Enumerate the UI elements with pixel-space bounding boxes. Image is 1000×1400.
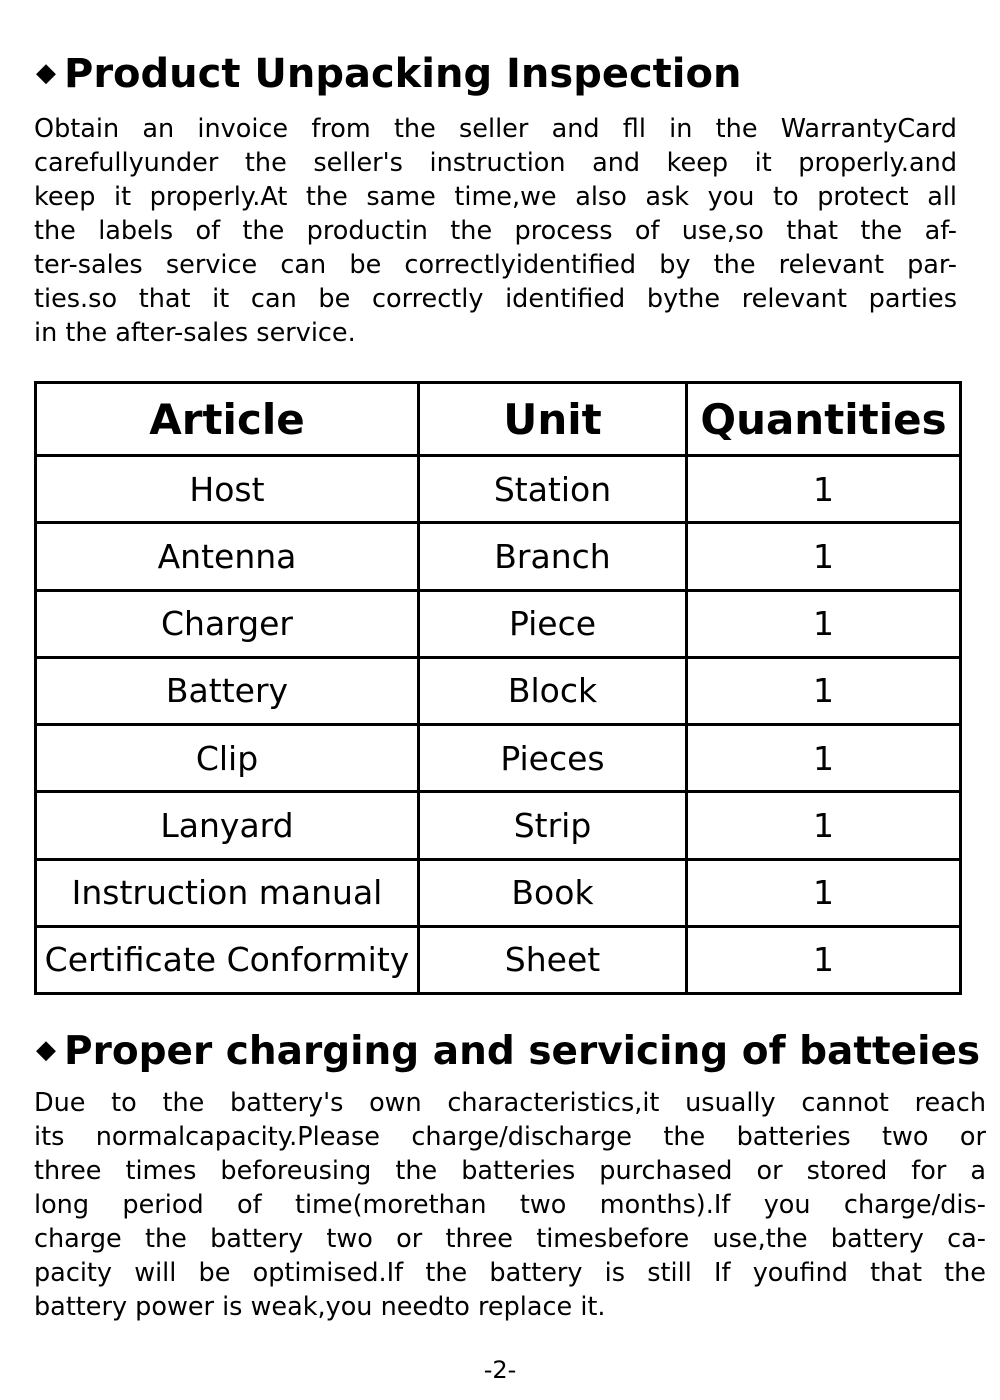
paragraph-line: charge the battery two or three timesbefore use,the battery ca- [34,1224,986,1254]
article-cell: Antenna [36,523,419,590]
heading-text: Product Unpacking Inspection [64,51,742,97]
article-cell: Instruction manual [36,859,419,926]
quantity-cell: 1 [687,456,961,523]
quantity-cell: 1 [687,792,961,859]
section-heading-battery [36,1029,981,1074]
section-heading-unpacking [36,51,742,97]
column-header-article: Article [36,383,419,456]
paragraph-line: in the after-sales service. [34,318,356,348]
quantity-cell: 1 [687,657,961,724]
paragraph-line: long period of time(morethan two months).If you charge/dis- [34,1190,986,1220]
heading-text: Proper charging and servicing of batteies [64,1029,981,1074]
page-number: -2- [483,1356,517,1384]
quantity-cell: 1 [687,590,961,657]
table-row [36,859,961,926]
quantity-cell: 1 [687,523,961,590]
paragraph-line: Due to the battery's own characteristics,it usually cannot reach [34,1088,986,1118]
article-cell: Lanyard [36,792,419,859]
table-row [36,926,961,993]
article-cell: Battery [36,657,419,724]
article-cell: Charger [36,590,419,657]
quantity-cell: 1 [687,926,961,993]
paragraph-line: ter-sales service can be correctlyidentified by the relevant par- [34,250,957,280]
table-row [36,657,961,724]
battery-paragraph [34,1086,986,1324]
unit-cell: Block [419,657,687,724]
article-cell: Host [36,456,419,523]
quantity-cell: 1 [687,725,961,792]
unit-cell: Sheet [419,926,687,993]
table-row [36,725,961,792]
unit-cell: Branch [419,523,687,590]
unit-cell: Book [419,859,687,926]
table-header-row [36,383,961,456]
unit-cell: Pieces [419,725,687,792]
paragraph-line: Obtain an invoice from the seller and fll in the WarrantyCard [34,114,957,144]
unit-cell: Station [419,456,687,523]
paragraph-line: three times beforeusing the batteries purchased or stored for a [34,1156,986,1186]
table-row [36,792,961,859]
paragraph-line: ties.so that it can be correctly identified bythe relevant parties [34,284,957,314]
quantity-cell: 1 [687,859,961,926]
column-header-unit: Unit [419,383,687,456]
package-contents-table [34,381,962,995]
table-row [36,590,961,657]
table-row [36,456,961,523]
diamond-bullet-icon: ◆ [36,58,56,88]
column-header-quantities: Quantities [687,383,961,456]
paragraph-line: the labels of the productin the process of use,so that the af- [34,216,957,246]
diamond-bullet-icon: ◆ [36,1035,56,1065]
paragraph-line: carefullyunder the seller's instruction and keep it properly.and [34,148,957,178]
unpacking-paragraph [34,112,957,350]
table-row [36,523,961,590]
unit-cell: Strip [419,792,687,859]
paragraph-line: keep it properly.At the same time,we also ask you to protect all [34,182,957,212]
unit-cell: Piece [419,590,687,657]
article-cell: Certificate Conformity [36,926,419,993]
paragraph-line: battery power is weak,you needto replace it. [34,1292,606,1322]
paragraph-line: its normalcapacity.Please charge/discharge the batteries two or [34,1122,986,1152]
paragraph-line: pacity will be optimised.If the battery is still If youfind that the [34,1258,986,1288]
article-cell: Clip [36,725,419,792]
